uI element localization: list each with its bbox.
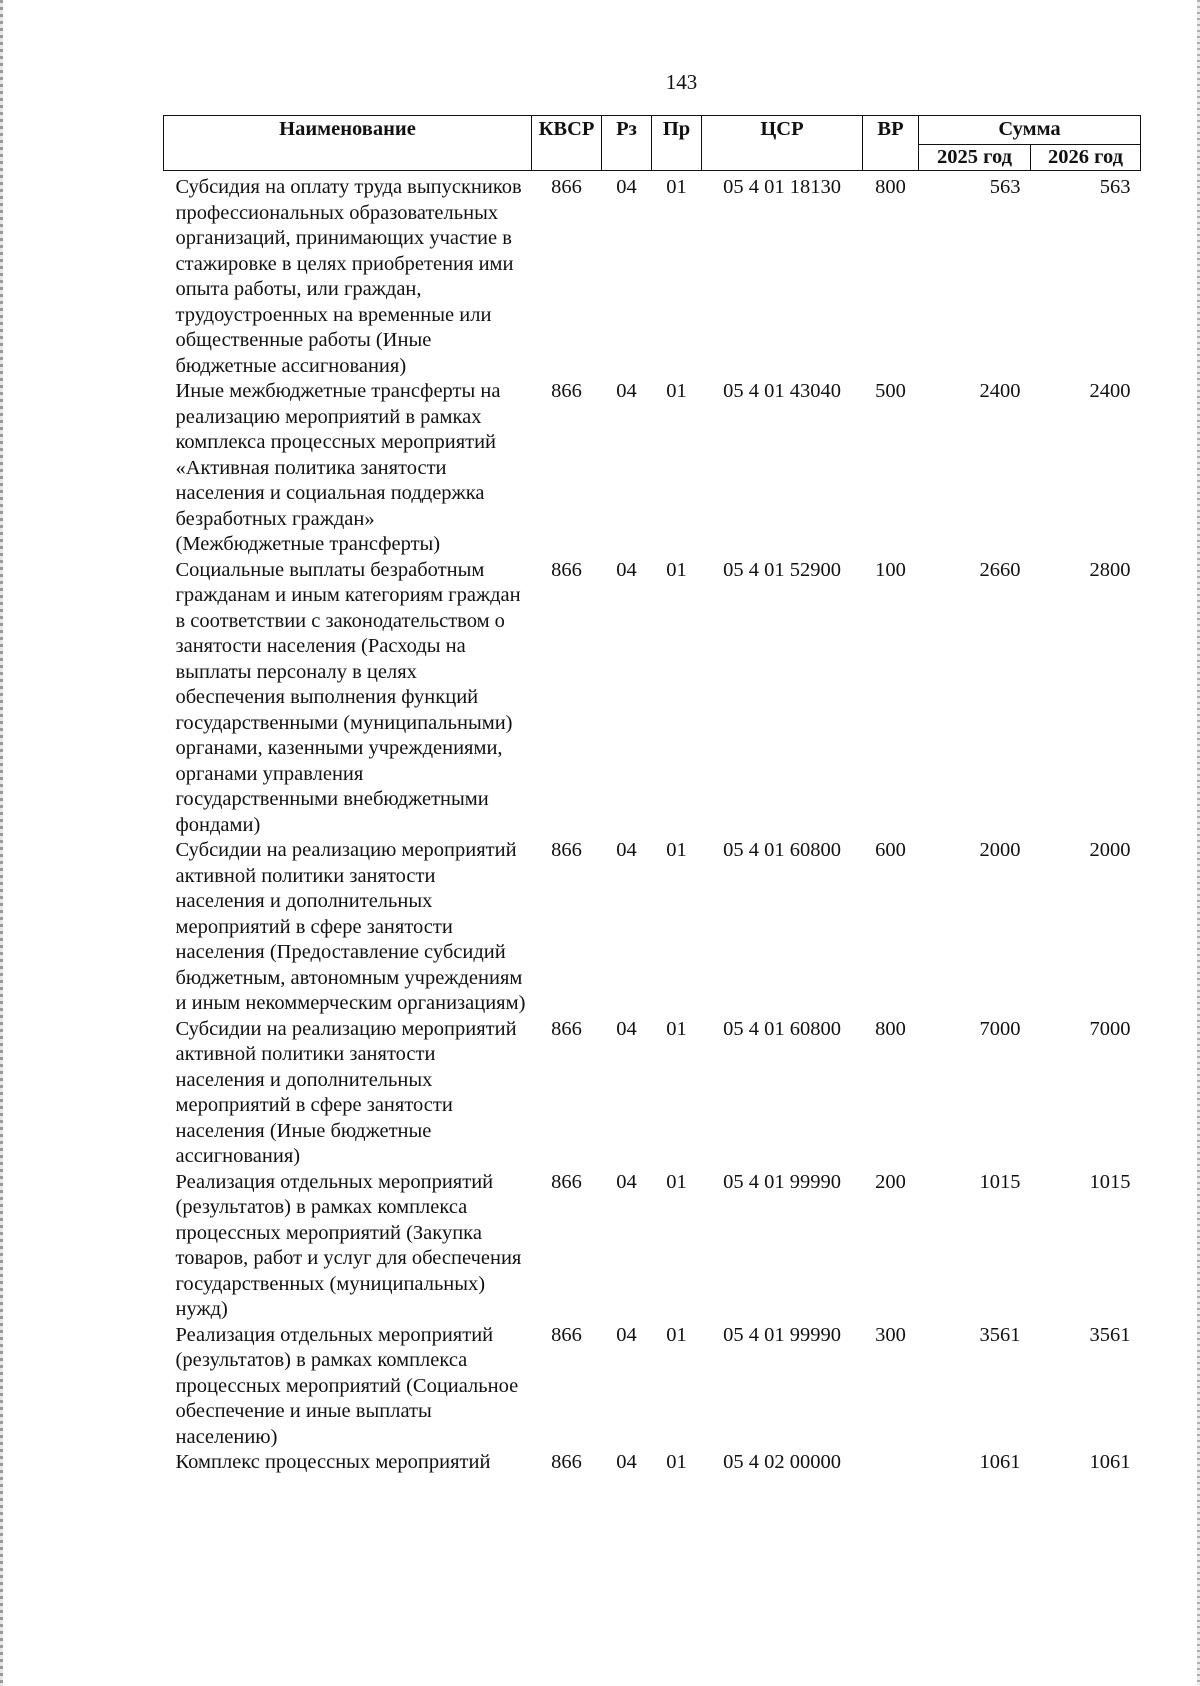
row-sum-2026: 563 <box>1099 176 1131 198</box>
row-sum-2026: 1061 <box>1089 1451 1131 1473</box>
header-rz: Рз <box>602 116 652 171</box>
header-vr: ВР <box>863 116 919 171</box>
row-rz: 04 <box>616 558 637 581</box>
row-csr: 05 4 01 99990 <box>723 1323 841 1346</box>
row-name: Комплекс процессных мероприятий <box>175 1451 491 1473</box>
row-rz: 04 <box>616 1017 637 1040</box>
header-kvsr: КВСР <box>532 116 602 171</box>
table-row <box>164 1450 1141 1476</box>
row-kvsr: 866 <box>551 176 582 198</box>
row-csr: 05 4 01 18130 <box>723 176 841 198</box>
row-sum-2026: 2000 <box>1089 839 1131 861</box>
row-sum-2026: 2400 <box>1089 380 1131 402</box>
table-row <box>164 558 1141 839</box>
page-number: 143 <box>665 70 698 94</box>
header-csr: ЦСР <box>702 116 863 171</box>
row-rz: 04 <box>616 1451 637 1473</box>
row-rz: 04 <box>616 839 637 861</box>
row-pr: 01 <box>666 1170 687 1193</box>
row-name: Реализация отдельных мероприятий (результатов) в рамках комплекса процессных мероприятий (Закупка товаров, работ и услуг для обеспечения государственных (муниципальных) нужд) <box>175 1170 522 1320</box>
row-vr: 500 <box>875 380 906 402</box>
row-csr: 05 4 01 60800 <box>723 839 841 861</box>
row-vr: 300 <box>875 1323 906 1346</box>
row-vr: 100 <box>875 558 906 581</box>
row-rz: 04 <box>616 176 637 198</box>
row-csr: 05 4 01 99990 <box>723 1170 841 1193</box>
table-row <box>164 379 1141 558</box>
row-name: Реализация отдельных мероприятий (результатов) в рамках комплекса процессных мероприятий (Социальное обеспечение и иные выплаты населению) <box>175 1323 519 1448</box>
row-sum-2025: 1015 <box>979 1170 1021 1193</box>
row-kvsr: 866 <box>551 839 582 861</box>
row-sum-2026: 7000 <box>1089 1017 1131 1040</box>
row-rz: 04 <box>616 380 637 402</box>
row-name: Субсидия на оплату труда выпускников профессиональных образовательных организаций, принимающих участие в стажировке в целях приобретения ими опыта работы, или граждан, трудоустроенных на временные или общественные работы (Иные бюджетные ассигнования) <box>175 176 522 377</box>
row-pr: 01 <box>666 1323 687 1346</box>
header-name: Наименование <box>164 116 532 171</box>
row-sum-2025: 2660 <box>979 558 1021 581</box>
row-name: Иные межбюджетные трансферты на реализацию мероприятий в рамках комплекса процессных мероприятий «Активная политика занятости населения и социальная поддержка безработных граждан» (Межбюджетные трансферты) <box>175 380 501 555</box>
table-row <box>164 1017 1141 1170</box>
row-kvsr: 866 <box>551 1017 582 1040</box>
row-sum-2026: 1015 <box>1089 1170 1131 1193</box>
header-year-2026: 2026 год <box>1031 145 1141 171</box>
row-pr: 01 <box>666 558 687 581</box>
row-csr: 05 4 02 00000 <box>723 1451 841 1473</box>
row-csr: 05 4 01 60800 <box>723 1017 841 1040</box>
row-pr: 01 <box>666 1451 687 1473</box>
row-sum-2025: 3561 <box>979 1323 1021 1346</box>
row-kvsr: 866 <box>551 380 582 402</box>
row-vr: 800 <box>875 176 906 198</box>
row-pr: 01 <box>666 380 687 402</box>
row-rz: 04 <box>616 1323 637 1346</box>
row-name: Субсидии на реализацию мероприятий активной политики занятости населения и дополнительных мероприятий в сфере занятости населения (Иные бюджетные ассигнования) <box>175 1017 517 1167</box>
row-pr: 01 <box>666 176 687 198</box>
scan-edge-left <box>0 0 3 1686</box>
row-vr <box>863 1450 919 1476</box>
header-sum: Сумма <box>919 116 1141 145</box>
row-vr: 200 <box>875 1170 906 1193</box>
row-sum-2026: 2800 <box>1089 558 1131 581</box>
row-kvsr: 866 <box>551 1323 582 1346</box>
header-year-2025: 2025 год <box>919 145 1031 171</box>
row-sum-2025: 1061 <box>979 1451 1021 1473</box>
row-sum-2025: 563 <box>989 176 1021 198</box>
row-vr: 800 <box>875 1017 906 1040</box>
row-sum-2025: 2400 <box>979 380 1021 402</box>
table-row <box>164 1170 1141 1323</box>
row-name: Социальные выплаты безработным гражданам и иным категориям граждан в соответствии с законодательством о занятости населения (Расходы на выплаты персоналу в целях обеспечения выполнения функций государственными (муниципальными) органами, казенными учреждениями, органами управления государственными внебюджетными фондами) <box>175 558 521 836</box>
header-pr: Пр <box>652 116 702 171</box>
table-row <box>164 838 1141 1017</box>
row-vr: 600 <box>875 839 906 861</box>
row-sum-2026: 3561 <box>1089 1323 1131 1346</box>
row-kvsr: 866 <box>551 558 582 581</box>
budget-table <box>163 115 1141 1476</box>
row-pr: 01 <box>666 839 687 861</box>
row-csr: 05 4 01 43040 <box>723 380 841 402</box>
row-kvsr: 866 <box>551 1170 582 1193</box>
table-row <box>164 171 1141 380</box>
row-sum-2025: 7000 <box>979 1017 1021 1040</box>
row-kvsr: 866 <box>551 1451 582 1473</box>
row-name: Субсидии на реализацию мероприятий активной политики занятости населения и дополнительных мероприятий в сфере занятости населения (Предоставление субсидий бюджетным, автономным учреждениям и иным некоммерческим организациям) <box>175 839 526 1014</box>
table-body <box>164 171 1141 1476</box>
row-csr: 05 4 01 52900 <box>723 558 841 581</box>
row-pr: 01 <box>666 1017 687 1040</box>
table-header <box>164 116 1141 171</box>
row-sum-2025: 2000 <box>979 839 1021 861</box>
row-rz: 04 <box>616 1170 637 1193</box>
table-row <box>164 1323 1141 1451</box>
